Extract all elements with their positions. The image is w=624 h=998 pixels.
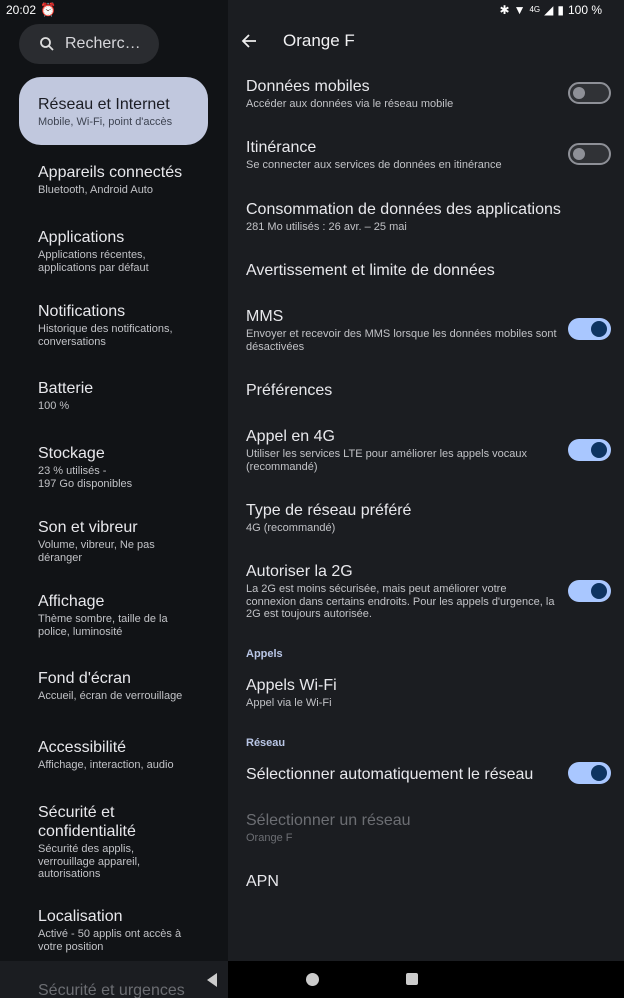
sidebar-item-title: Localisation [38, 908, 123, 925]
home-nav-icon[interactable] [306, 973, 319, 986]
item-title: Appels Wi-Fi [246, 677, 337, 694]
signal-icon: ◢ [544, 3, 554, 17]
item-title: Type de réseau préféré [246, 502, 412, 519]
settings-sidebar [0, 0, 228, 998]
preferred-network-type-item[interactable] [246, 501, 566, 535]
roaming-toggle[interactable] [568, 143, 611, 165]
data-warning-item[interactable] [246, 261, 566, 280]
sidebar-item-wallpaper[interactable] [38, 669, 213, 703]
sidebar-item-title: Affichage [38, 593, 105, 610]
item-title: Itinérance [246, 139, 317, 156]
sidebar-item-subtitle: verrouillage appareil, [38, 855, 141, 868]
apn-item[interactable] [246, 872, 566, 891]
sidebar-item-title: Sécurité et confidentialité [38, 804, 136, 840]
sidebar-item-title: Fond d'écran [38, 670, 131, 687]
back-nav-icon[interactable] [205, 972, 219, 988]
select-network-item [246, 811, 566, 845]
mobile-data-toggle[interactable] [568, 82, 611, 104]
sidebar-item-apps[interactable] [38, 228, 213, 274]
item-subtitle: 4G (recommandé) [246, 522, 336, 534]
sidebar-item-subtitle: Sécurité des applis, [38, 843, 134, 855]
item-title: Avertissement et limite de données [246, 262, 495, 279]
item-subtitle: La 2G est moins sécurisée, mais peut améliorer votre connexion dans certains endroits. Pour les appels d'urgence, la 2G est toujours autorisée. [246, 583, 555, 620]
sidebar-item-subtitle: déranger [38, 551, 83, 564]
item-title: Appel en 4G [246, 428, 335, 445]
recents-nav-icon[interactable] [406, 973, 418, 985]
page-title: Orange F [283, 31, 355, 50]
search-icon [39, 36, 55, 52]
call-4g-item[interactable] [246, 427, 546, 473]
wifi-icon: ▼ [513, 3, 526, 17]
sidebar-item-notifications[interactable] [38, 302, 213, 348]
sidebar-item-subtitle: 23 % utilisés - [38, 465, 107, 477]
item-title: Sélectionner automatiquement le réseau [246, 766, 534, 783]
sidebar-item-battery[interactable] [38, 379, 213, 413]
sidebar-item-subtitle: Thème sombre, taille de la [38, 613, 168, 625]
mms-item[interactable] [246, 307, 561, 353]
battery-level: 100 % [567, 3, 602, 17]
sidebar-item-display[interactable] [38, 592, 213, 638]
sidebar-item-title: Notifications [38, 303, 126, 320]
sidebar-item-connected-devices[interactable] [38, 163, 213, 197]
sidebar-item-subtitle: Volume, vibreur, Ne pas [38, 539, 155, 551]
sidebar-item-subtitle: autorisations [38, 868, 101, 880]
sidebar-item-subtitle: Accueil, écran de verrouillage [38, 690, 183, 702]
item-subtitle: Utiliser les services LTE pour améliorer les appels vocaux (recommandé) [246, 448, 528, 473]
mobile-data-item[interactable] [246, 77, 566, 111]
item-title: MMS [246, 308, 284, 325]
sidebar-item-subtitle: votre position [38, 940, 104, 953]
sidebar-item-storage[interactable] [38, 444, 213, 490]
sidebar-item-title: Appareils connectés [38, 164, 183, 181]
sidebar-item-subtitle: Activé - 50 applis ont accès à [38, 928, 182, 940]
auto-select-network-item[interactable] [246, 765, 566, 784]
item-subtitle: Envoyer et recevoir des MMS lorsque les données mobiles sont désactivées [246, 328, 557, 353]
network-section-header: Réseau [246, 737, 286, 749]
sidebar-item-subtitle: Historique des notifications, [38, 323, 173, 335]
sidebar-item-safety-emergency[interactable] [38, 981, 213, 998]
sidebar-item-subtitle: conversations [38, 335, 106, 348]
sidebar-item-title: Stockage [38, 445, 105, 462]
auto-select-network-toggle[interactable] [568, 762, 611, 784]
sidebar-item-security-privacy[interactable] [38, 803, 168, 881]
sidebar-item-accessibility[interactable] [38, 738, 213, 772]
sidebar-item-subtitle: Affichage, interaction, audio [38, 759, 174, 771]
item-title: Consommation de données des applications [246, 201, 561, 218]
battery-icon: ▮ [557, 3, 564, 17]
allow-2g-toggle[interactable] [568, 580, 611, 602]
sidebar-item-title: Accessibilité [38, 739, 127, 756]
wifi-calling-item[interactable] [246, 676, 566, 710]
sidebar-item-network-internet[interactable] [19, 77, 208, 145]
sidebar-item-title: Son et vibreur [38, 519, 138, 536]
item-subtitle: Se connecter aux services de données en itinérance [246, 159, 502, 171]
item-subtitle: Orange F [246, 832, 293, 844]
alarm-icon: ⏰ [40, 2, 57, 17]
sidebar-item-subtitle: Mobile, Wi-Fi, point d'accès [38, 116, 173, 128]
sidebar-item-location[interactable] [38, 907, 213, 953]
item-subtitle: 281 Mo utilisés : 26 avr. – 25 mai [246, 221, 407, 233]
calls-section-header: Appels [246, 648, 283, 660]
preferences-item[interactable] [246, 381, 566, 400]
sidebar-item-sound[interactable] [38, 518, 213, 564]
status-icons [500, 0, 603, 20]
item-title: Sélectionner un réseau [246, 812, 411, 829]
item-subtitle: Accéder aux données via le réseau mobile [246, 98, 454, 110]
item-subtitle: Appel via le Wi-Fi [246, 697, 332, 709]
bluetooth-icon: ✱ [499, 3, 510, 17]
status-time: 20:02 [6, 3, 37, 17]
item-title: Préférences [246, 382, 333, 399]
sidebar-item-subtitle: applications par défaut [38, 261, 149, 274]
sidebar-item-subtitle: Applications récentes, [38, 249, 146, 261]
back-arrow-icon[interactable] [241, 33, 257, 49]
network-type: 4G [529, 5, 541, 14]
search-input[interactable] [19, 24, 159, 64]
roaming-item[interactable] [246, 138, 566, 172]
call-4g-toggle[interactable] [568, 439, 611, 461]
sidebar-item-subtitle: 100 % [38, 400, 70, 412]
sidebar-item-title: Applications [38, 229, 125, 246]
sidebar-item-subtitle: police, luminosité [38, 625, 123, 638]
app-data-usage-item[interactable] [246, 200, 606, 234]
sidebar-item-title: Batterie [38, 380, 94, 397]
sidebar-item-subtitle: 197 Go disponibles [38, 477, 133, 490]
navigation-bar [228, 961, 624, 998]
sidebar-item-title: Réseau et Internet [38, 96, 170, 113]
sim-settings-panel [228, 0, 624, 998]
sidebar-item-subtitle: Bluetooth, Android Auto [38, 184, 153, 196]
item-title: Autoriser la 2G [246, 563, 353, 580]
item-title: Données mobiles [246, 78, 370, 95]
search-placeholder: Recherc… [65, 35, 141, 52]
sidebar-item-title: Sécurité et urgences [38, 982, 185, 998]
item-title: APN [246, 873, 279, 890]
allow-2g-item[interactable] [246, 562, 556, 621]
mms-toggle[interactable] [568, 318, 611, 340]
